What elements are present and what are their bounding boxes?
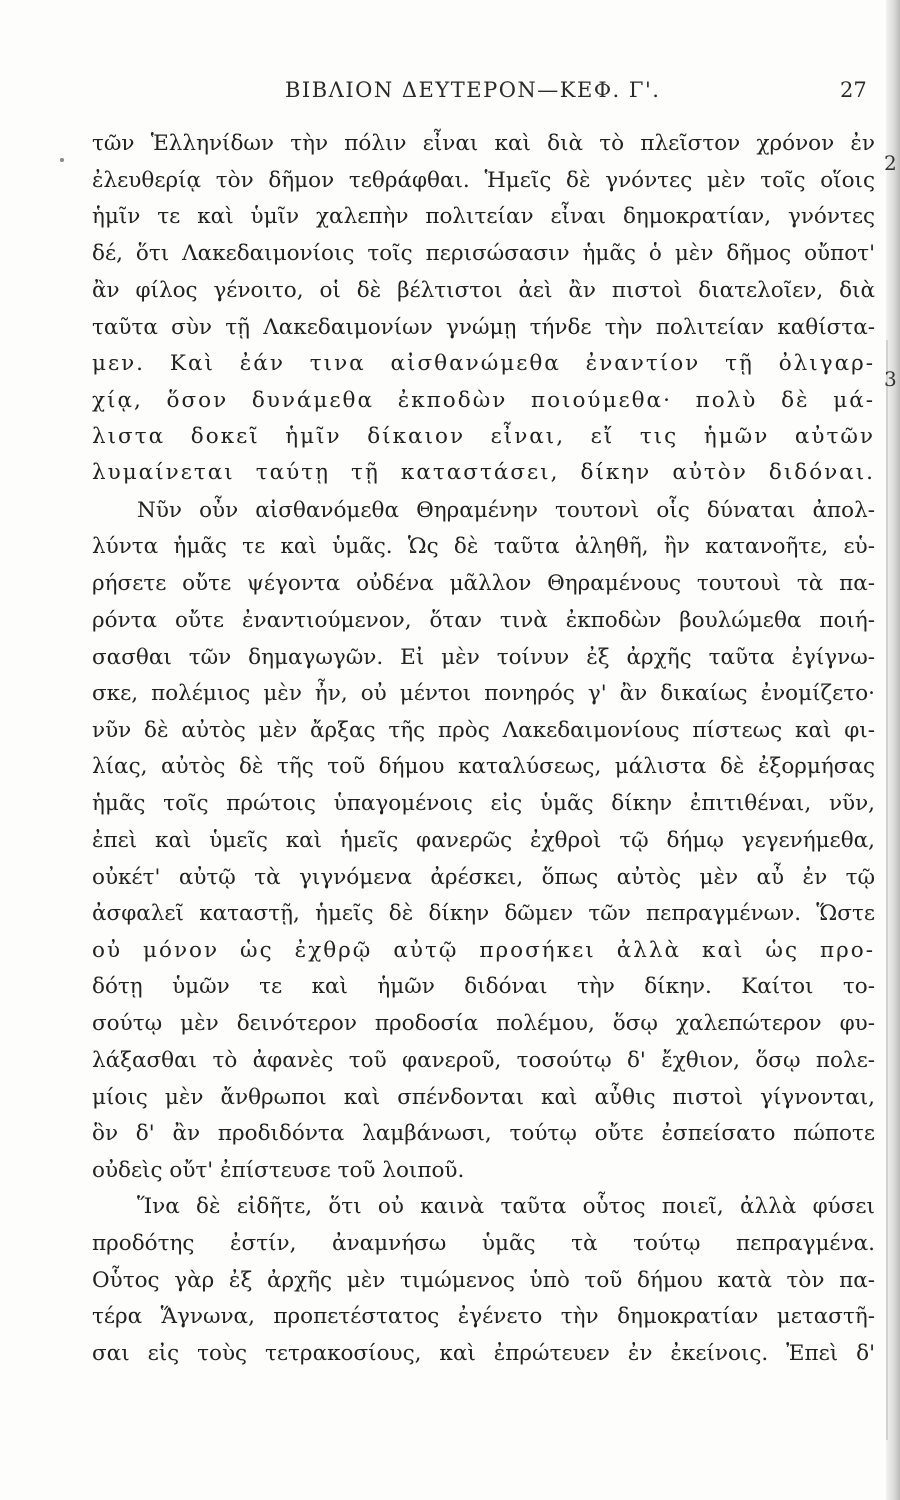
text-line: ἡμῖν τε καὶ ὑμῖν χαλεπὴν πολιτείαν εἶναι δημοκρατίαν, γνόντες bbox=[92, 204, 875, 229]
text-line: χίᾳ, ὅσον δυνάμεθα ἐκποδὼν ποιούμεθα· πολὺ δὲ μά- bbox=[92, 388, 875, 413]
text-line: Οὗτος γὰρ ἐξ ἀρχῆς μὲν τιμώμενος ὑπὸ τοῦ δήμου κατὰ τὸν πα- bbox=[92, 1268, 875, 1293]
text-line: ἡμᾶς τοῖς πρώτοις ὑπαγομένοις εἰς ὑμᾶς δίκην ἐπιτιθέναι, νῦν, bbox=[92, 791, 875, 816]
text-line: Ἵνα δὲ εἰδῆτε, ὅτι οὐ καινὰ ταῦτα οὗτος ποιεῖ, ἀλλὰ φύσει bbox=[137, 1194, 875, 1219]
margin-section-number: 3 bbox=[884, 367, 897, 391]
text-line: δότῃ ὑμῶν τε καὶ ἡμῶν διδόναι τὴν δίκην. Καίτοι το- bbox=[92, 974, 875, 999]
text-line: λάξασθαι τὸ ἀφανὲς τοῦ φανεροῦ, τοσούτῳ δ' ἔχθιον, ὅσῳ πολε- bbox=[92, 1048, 875, 1073]
text-line: λύντα ἡμᾶς τε καὶ ὑμᾶς. Ὡς δὲ ταῦτα ἀληθῆ, ἢν κατανοῆτε, εὑ- bbox=[92, 534, 875, 559]
text-line: ἂν φίλος γένοιτο, οἱ δὲ βέλτιστοι ἀεὶ ἂν πιστοὶ διατελοῖεν, διὰ bbox=[92, 278, 875, 303]
text-line: τέρα Ἅγνωνα, προπετέστατος ἐγένετο τὴν δημοκρατίαν μεταστῆ- bbox=[92, 1304, 875, 1329]
text-line: λυμαίνεται ταύτῃ τῇ καταστάσει, δίκην αὐτὸν διδόναι. bbox=[92, 460, 875, 485]
running-header: ΒΙΒΛΙΟΝ ΔΕΥΤΕΡΟΝ—ΚΕΦ. Γ'. bbox=[285, 78, 661, 102]
page-edge-shadow bbox=[886, 0, 900, 1500]
text-line: ὃν δ' ἂν προδιδόντα λαμβάνωσι, τούτῳ οὔτε ἐσπείσατο πώποτε bbox=[92, 1121, 875, 1146]
paper-speck bbox=[60, 158, 64, 162]
text-line: ρήσετε οὔτε ψέγοντα οὐδένα μᾶλλον Θηραμένους τουτουὶ τὰ πα- bbox=[92, 571, 875, 596]
text-line: οὐκέτ' αὐτῷ τὰ γιγνόμενα ἀρέσκει, ὅπως αὐτὸς μὲν αὖ ἐν τῷ bbox=[92, 865, 875, 890]
text-line: σασθαι τῶν δημαγωγῶν. Εἰ μὲν τοίνυν ἐξ ἀρχῆς ταῦτα ἐγίγνω- bbox=[92, 645, 875, 670]
text-line: σούτῳ μὲν δεινότερον προδοσία πολέμου, ὅσῳ χαλεπώτερον φυ- bbox=[92, 1011, 875, 1036]
page-edge-line bbox=[886, 340, 888, 1440]
text-line: λίας, αὐτὸς δὲ τῆς τοῦ δήμου καταλύσεως, μάλιστα δὲ ἐξορμήσας bbox=[92, 754, 875, 779]
text-line: προδότης ἐστίν, ἀναμνήσω ὑμᾶς τὰ τούτῳ πεπραγμένα. bbox=[92, 1231, 875, 1256]
text-line: τῶν Ἑλληνίδων τὴν πόλιν εἶναι καὶ διὰ τὸ πλεῖστον χρόνον ἐν bbox=[92, 131, 875, 156]
text-line: ρόντα οὔτε ἐναντιούμενον, ὅταν τινὰ ἐκποδὼν βουλώμεθα ποιή- bbox=[92, 608, 875, 633]
text-line: Νῦν οὖν αἰσθανόμεθα Θηραμένην τουτονὶ οἷς δύναται ἀπολ- bbox=[137, 498, 875, 523]
text-line: ἐλευθερίᾳ τὸν δῆμον τεθράφθαι. Ἡμεῖς δὲ γνόντες μὲν τοῖς οἵοις bbox=[92, 168, 875, 193]
text-line: σαι εἰς τοὺς τετρακοσίους, καὶ ἐπρώτευεν ἐν ἐκείνοις. Ἐπεὶ δ' bbox=[92, 1341, 875, 1366]
text-line: ταῦτα σὺν τῇ Λακεδαιμονίων γνώμῃ τήνδε τὴν πολιτείαν καθίστα- bbox=[92, 315, 875, 340]
text-line: νῦν δὲ αὐτὸς μὲν ἄρξας τῆς πρὸς Λακεδαιμονίους πίστεως καὶ φι- bbox=[92, 718, 875, 743]
text-line: λιστα δοκεῖ ἡμῖν δίκαιον εἶναι, εἴ τις ἡμῶν αὐτῶν bbox=[92, 424, 875, 449]
page-number: 27 bbox=[840, 78, 867, 102]
text-line: σκε, πολέμιος μὲν ἦν, οὐ μέντοι πονηρός γ' ἂν δικαίως ἐνομίζετο· bbox=[92, 681, 875, 706]
text-line: δέ, ὅτι Λακεδαιμονίοις τοῖς περισώσασιν ἡμᾶς ὁ μὲν δῆμος οὔποτ' bbox=[92, 241, 875, 266]
text-line: οὐ μόνον ὡς ἐχθρῷ αὐτῷ προσήκει ἀλλὰ καὶ ὡς προ- bbox=[92, 938, 875, 963]
margin-section-number: 2 bbox=[884, 151, 897, 175]
text-line: μίοις μὲν ἄνθρωποι καὶ σπένδονται καὶ αὖθις πιστοὶ γίγνονται, bbox=[92, 1085, 875, 1110]
text-line: μεν. Καὶ ἐάν τινα αἰσθανώμεθα ἐναντίον τῇ ὀλιγαρ- bbox=[92, 351, 875, 376]
text-line: ἐπεὶ καὶ ὑμεῖς καὶ ἡμεῖς φανερῶς ἐχθροὶ τῷ δήμῳ γεγενήμεθα, bbox=[92, 828, 875, 853]
text-line: οὐδεὶς οὔτ' ἐπίστευσε τοῦ λοιποῦ. bbox=[92, 1158, 465, 1183]
text-line: ἀσφαλεῖ καταστῇ, ἡμεῖς δὲ δίκην δῶμεν τῶν πεπραγμένων. Ὥστε bbox=[92, 901, 875, 926]
